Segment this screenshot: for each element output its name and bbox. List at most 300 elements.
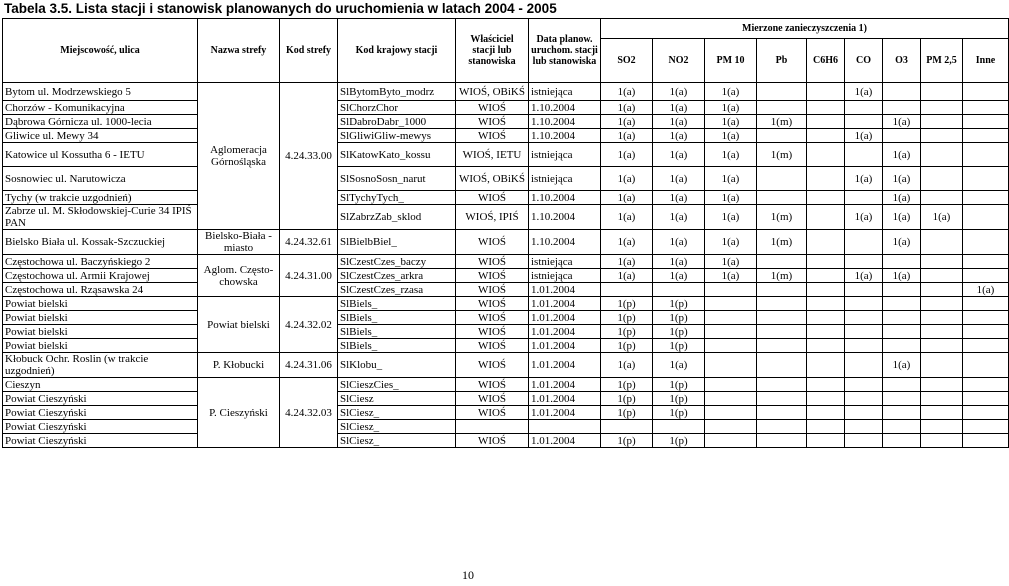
cell-owner: WIOŚ [456,339,529,353]
cell-co [845,143,883,167]
cell-start-date: 1.01.2004 [529,378,601,392]
cell-owner: WIOŚ [456,129,529,143]
cell-pb [757,83,807,101]
cell-pm25 [921,353,963,378]
cell-pm10 [705,434,757,448]
cell-pb [757,353,807,378]
cell-co [845,115,883,129]
cell-national-code: SlZabrzZab_sklod [338,205,456,230]
cell-location: Dąbrowa Górnicza ul. 1000-lecia [3,115,198,129]
cell-owner: WIOŚ [456,325,529,339]
cell-start-date: 1.10.2004 [529,129,601,143]
cell-owner: WIOŚ [456,434,529,448]
cell-inne [963,115,1009,129]
cell-inne [963,434,1009,448]
header-nazwa-strefy: Nazwa strefy [198,19,280,83]
cell-c6h6 [807,129,845,143]
cell-no2: 1(a) [653,115,705,129]
cell-so2: 1(a) [601,205,653,230]
cell-o3: 1(a) [883,143,921,167]
cell-location: Częstochowa ul. Baczyńskiego 2 [3,255,198,269]
cell-pm10: 1(a) [705,167,757,191]
cell-pm25 [921,269,963,283]
cell-pm25 [921,255,963,269]
cell-owner: WIOŚ [456,230,529,255]
header-co: CO [845,39,883,83]
cell-location: Gliwice ul. Mewy 34 [3,129,198,143]
cell-so2: 1(a) [601,353,653,378]
cell-inne [963,129,1009,143]
cell-co [845,392,883,406]
cell-zone-code: 4.24.32.02 [280,297,338,353]
cell-co [845,420,883,434]
cell-zone-name: Aglom. Często-chowska [198,255,280,297]
cell-c6h6 [807,353,845,378]
cell-location: Powiat bielski [3,339,198,353]
cell-zone-code: 4.24.33.00 [280,83,338,230]
cell-co [845,378,883,392]
cell-inne [963,339,1009,353]
cell-national-code: SlTychyTych_ [338,191,456,205]
cell-c6h6 [807,325,845,339]
cell-so2: 1(p) [601,392,653,406]
header-no2: NO2 [653,39,705,83]
cell-so2: 1(p) [601,434,653,448]
cell-pm10: 1(a) [705,129,757,143]
table-body [3,83,1009,448]
cell-c6h6 [807,283,845,297]
cell-pb [757,339,807,353]
cell-no2: 1(p) [653,339,705,353]
cell-c6h6 [807,205,845,230]
cell-pm25 [921,101,963,115]
cell-national-code: SlBiels_ [338,311,456,325]
cell-so2: 1(a) [601,255,653,269]
cell-o3 [883,420,921,434]
cell-pm25 [921,83,963,101]
cell-pm25 [921,297,963,311]
cell-co: 1(a) [845,83,883,101]
cell-pm10 [705,353,757,378]
cell-pm25 [921,392,963,406]
cell-inne [963,143,1009,167]
cell-start-date: 1.01.2004 [529,434,601,448]
header-c6h6: C6H6 [807,39,845,83]
cell-start-date: 1.01.2004 [529,283,601,297]
cell-pb [757,167,807,191]
cell-o3: 1(a) [883,269,921,283]
cell-national-code: SlCzestCzes_arkra [338,269,456,283]
cell-o3: 1(a) [883,191,921,205]
cell-o3 [883,378,921,392]
table-row [3,205,1009,230]
cell-c6h6 [807,101,845,115]
cell-c6h6 [807,297,845,311]
cell-location: Powiat Cieszyński [3,406,198,420]
cell-o3: 1(a) [883,230,921,255]
table-row [3,269,1009,283]
cell-location: Kłobuck Ochr. Roslin (w trakcie uzgodnień) [3,353,198,378]
cell-so2: 1(a) [601,269,653,283]
table-row [3,434,1009,448]
cell-no2: 1(p) [653,297,705,311]
cell-owner: WIOŚ [456,392,529,406]
cell-start-date: 1.10.2004 [529,191,601,205]
cell-so2: 1(a) [601,115,653,129]
cell-no2: 1(p) [653,311,705,325]
table-title: Tabela 3.5. Lista stacji i stanowisk planowanych do uruchomienia w latach 2004 - 2005 [4,1,557,16]
cell-pm10 [705,378,757,392]
cell-pm10: 1(a) [705,230,757,255]
header-wlasciciel: Właściciel stacji lub stanowiska [456,19,529,83]
cell-national-code: SlGliwiGliw-mewys [338,129,456,143]
cell-co [845,297,883,311]
cell-o3 [883,434,921,448]
table-row [3,83,1009,101]
cell-location: Powiat bielski [3,325,198,339]
cell-o3 [883,129,921,143]
cell-pm25 [921,339,963,353]
cell-start-date: istniejąca [529,269,601,283]
cell-pm10: 1(a) [705,255,757,269]
cell-national-code: SlBiels_ [338,339,456,353]
cell-pb: 1(m) [757,143,807,167]
cell-no2: 1(p) [653,434,705,448]
cell-inne [963,205,1009,230]
cell-co [845,191,883,205]
header-so2: SO2 [601,39,653,83]
cell-o3: 1(a) [883,167,921,191]
cell-c6h6 [807,378,845,392]
cell-pm10 [705,392,757,406]
header-mierzone: Mierzone zanieczyszczenia 1) [601,19,1009,39]
cell-location: Powiat bielski [3,311,198,325]
cell-owner: WIOŚ, OBiKŚ [456,83,529,101]
cell-inne [963,101,1009,115]
cell-location: Katowice ul Kossutha 6 - IETU [3,143,198,167]
cell-no2: 1(a) [653,129,705,143]
cell-pm10: 1(a) [705,101,757,115]
table-row [3,255,1009,269]
table-row [3,115,1009,129]
cell-inne [963,167,1009,191]
cell-pb [757,297,807,311]
stations-table [2,18,1009,448]
cell-o3 [883,283,921,297]
cell-national-code: SlCiesz_ [338,420,456,434]
cell-pb: 1(m) [757,269,807,283]
cell-c6h6 [807,115,845,129]
cell-pm10: 1(a) [705,191,757,205]
cell-pm10 [705,325,757,339]
cell-inne [963,255,1009,269]
cell-co [845,434,883,448]
cell-location: Cieszyn [3,378,198,392]
cell-start-date: 1.01.2004 [529,311,601,325]
cell-owner: WIOŚ [456,101,529,115]
header-miejscowosc: Miejscowość, ulica [3,19,198,83]
cell-pb [757,311,807,325]
cell-so2: 1(p) [601,339,653,353]
cell-pm25 [921,115,963,129]
cell-co [845,255,883,269]
cell-location: Częstochowa ul. Rząsawska 24 [3,283,198,297]
cell-owner: WIOŚ [456,353,529,378]
cell-o3 [883,392,921,406]
cell-owner: WIOŚ, IPIŚ [456,205,529,230]
cell-inne [963,406,1009,420]
cell-c6h6 [807,420,845,434]
cell-o3 [883,83,921,101]
table-row [3,353,1009,378]
cell-co: 1(a) [845,205,883,230]
cell-o3 [883,297,921,311]
cell-inne [963,420,1009,434]
cell-zone-name: P. Kłobucki [198,353,280,378]
cell-no2: 1(a) [653,167,705,191]
table-row [3,392,1009,406]
cell-owner: WIOŚ [456,115,529,129]
cell-inne [963,378,1009,392]
cell-no2 [653,420,705,434]
cell-so2: 1(p) [601,311,653,325]
cell-no2: 1(p) [653,378,705,392]
cell-location: Bielsko Biała ul. Kossak-Szczuckiej [3,230,198,255]
cell-inne [963,269,1009,283]
table-row [3,406,1009,420]
cell-national-code: SlBytomByto_modrz [338,83,456,101]
cell-pm25 [921,191,963,205]
cell-start-date: istniejąca [529,167,601,191]
cell-zone-code: 4.24.32.03 [280,378,338,448]
header-inne: Inne [963,39,1009,83]
cell-pb [757,434,807,448]
cell-o3 [883,339,921,353]
cell-location: Tychy (w trakcie uzgodnień) [3,191,198,205]
cell-no2: 1(p) [653,392,705,406]
cell-o3 [883,406,921,420]
table-row [3,311,1009,325]
header-o3: O3 [883,39,921,83]
cell-o3 [883,311,921,325]
cell-national-code: SlCiesz_ [338,406,456,420]
cell-c6h6 [807,269,845,283]
cell-pm10 [705,283,757,297]
cell-owner: WIOŚ [456,255,529,269]
cell-start-date: 1.01.2004 [529,297,601,311]
cell-no2: 1(p) [653,325,705,339]
cell-co [845,230,883,255]
cell-no2: 1(a) [653,353,705,378]
cell-pb [757,420,807,434]
cell-co [845,101,883,115]
cell-so2: 1(p) [601,297,653,311]
cell-pm10: 1(a) [705,205,757,230]
cell-pm10: 1(a) [705,115,757,129]
cell-pm10 [705,311,757,325]
cell-pb: 1(m) [757,205,807,230]
cell-national-code: SlBiels_ [338,325,456,339]
cell-c6h6 [807,143,845,167]
cell-start-date: 1.01.2004 [529,353,601,378]
cell-no2 [653,283,705,297]
cell-location: Powiat Cieszyński [3,392,198,406]
cell-owner: WIOŚ [456,297,529,311]
cell-start-date: 1.01.2004 [529,325,601,339]
cell-no2: 1(a) [653,83,705,101]
cell-pb: 1(m) [757,230,807,255]
cell-national-code: SlDabroDabr_1000 [338,115,456,129]
cell-co [845,406,883,420]
cell-national-code: SlBiels_ [338,297,456,311]
cell-pm25 [921,283,963,297]
cell-o3 [883,325,921,339]
header-kod-strefy: Kod strefy [280,19,338,83]
header-pm10: PM 10 [705,39,757,83]
cell-pm25 [921,434,963,448]
cell-location: Powiat Cieszyński [3,434,198,448]
cell-location: Powiat bielski [3,297,198,311]
cell-no2: 1(a) [653,230,705,255]
cell-so2: 1(a) [601,167,653,191]
cell-so2: 1(a) [601,129,653,143]
cell-co: 1(a) [845,269,883,283]
cell-owner: WIOŚ [456,406,529,420]
cell-so2: 1(a) [601,230,653,255]
cell-no2: 1(a) [653,205,705,230]
cell-inne [963,297,1009,311]
header-pm25: PM 2,5 [921,39,963,83]
cell-pb [757,101,807,115]
cell-inne [963,83,1009,101]
table-row [3,297,1009,311]
table-row [3,420,1009,434]
cell-start-date: istniejąca [529,255,601,269]
cell-location: Sosnowiec ul. Narutowicza [3,167,198,191]
cell-pb [757,325,807,339]
cell-zone-name: Powiat bielski [198,297,280,353]
cell-pb [757,255,807,269]
cell-zone-code: 4.24.31.06 [280,353,338,378]
cell-start-date: 1.01.2004 [529,339,601,353]
cell-national-code: SlBielbBiel_ [338,230,456,255]
cell-location: Bytom ul. Modrzewskiego 5 [3,83,198,101]
cell-c6h6 [807,434,845,448]
cell-start-date: 1.10.2004 [529,205,601,230]
cell-start-date: 1.10.2004 [529,230,601,255]
cell-pm25 [921,167,963,191]
table-row [3,191,1009,205]
cell-pm25 [921,143,963,167]
cell-owner: WIOŚ [456,378,529,392]
cell-pb [757,129,807,143]
cell-pb [757,392,807,406]
cell-location: Zabrze ul. M. Skłodowskiej-Curie 34 IPIŚ PAN [3,205,198,230]
cell-c6h6 [807,339,845,353]
cell-co [845,283,883,297]
table-row [3,339,1009,353]
cell-inne [963,392,1009,406]
cell-location: Chorzów - Komunikacyjna [3,101,198,115]
cell-pb [757,283,807,297]
cell-co: 1(a) [845,129,883,143]
header-kod-krajowy: Kod krajowy stacji [338,19,456,83]
page-number: 10 [462,568,474,582]
cell-zone-name: Bielsko-Biała - miasto [198,230,280,255]
cell-zone-code: 4.24.32.61 [280,230,338,255]
cell-pm10: 1(a) [705,143,757,167]
cell-inne [963,191,1009,205]
cell-national-code: SlKatowKato_kossu [338,143,456,167]
cell-pm10 [705,406,757,420]
cell-start-date: 1.01.2004 [529,406,601,420]
cell-owner: WIOŚ, IETU [456,143,529,167]
table-row [3,101,1009,115]
cell-no2: 1(a) [653,191,705,205]
cell-no2: 1(a) [653,143,705,167]
cell-pm10: 1(a) [705,83,757,101]
cell-national-code: SlKlobu_ [338,353,456,378]
cell-c6h6 [807,83,845,101]
cell-c6h6 [807,167,845,191]
cell-so2: 1(a) [601,191,653,205]
cell-o3 [883,101,921,115]
cell-so2 [601,420,653,434]
cell-inne: 1(a) [963,283,1009,297]
cell-o3: 1(a) [883,353,921,378]
cell-start-date: 1.01.2004 [529,392,601,406]
header-data: Data planow. uruchom. stacji lub stanowiska [529,19,601,83]
cell-pm25 [921,230,963,255]
cell-zone-name: P. Cieszyński [198,378,280,448]
cell-pm25 [921,378,963,392]
cell-c6h6 [807,255,845,269]
cell-national-code: SlCiesz_ [338,434,456,448]
cell-pm25 [921,406,963,420]
cell-start-date: 1.10.2004 [529,101,601,115]
cell-no2: 1(p) [653,406,705,420]
cell-pm10 [705,339,757,353]
cell-o3 [883,255,921,269]
cell-c6h6 [807,230,845,255]
cell-owner [456,420,529,434]
cell-national-code: SlCiesz [338,392,456,406]
cell-start-date: 1.10.2004 [529,115,601,129]
cell-co [845,339,883,353]
cell-pm10 [705,420,757,434]
cell-start-date: istniejąca [529,83,601,101]
cell-pm25 [921,311,963,325]
cell-inne [963,325,1009,339]
cell-inne [963,311,1009,325]
cell-pb: 1(m) [757,115,807,129]
table-row [3,325,1009,339]
table-row [3,230,1009,255]
table-row [3,167,1009,191]
cell-pm25 [921,325,963,339]
cell-co [845,353,883,378]
cell-c6h6 [807,191,845,205]
cell-co [845,311,883,325]
table-row [3,143,1009,167]
cell-so2 [601,283,653,297]
cell-location: Częstochowa ul. Armii Krajowej [3,269,198,283]
cell-pm25: 1(a) [921,205,963,230]
cell-no2: 1(a) [653,255,705,269]
cell-national-code: SlCzestCzes_baczy [338,255,456,269]
cell-pm10 [705,297,757,311]
cell-c6h6 [807,406,845,420]
